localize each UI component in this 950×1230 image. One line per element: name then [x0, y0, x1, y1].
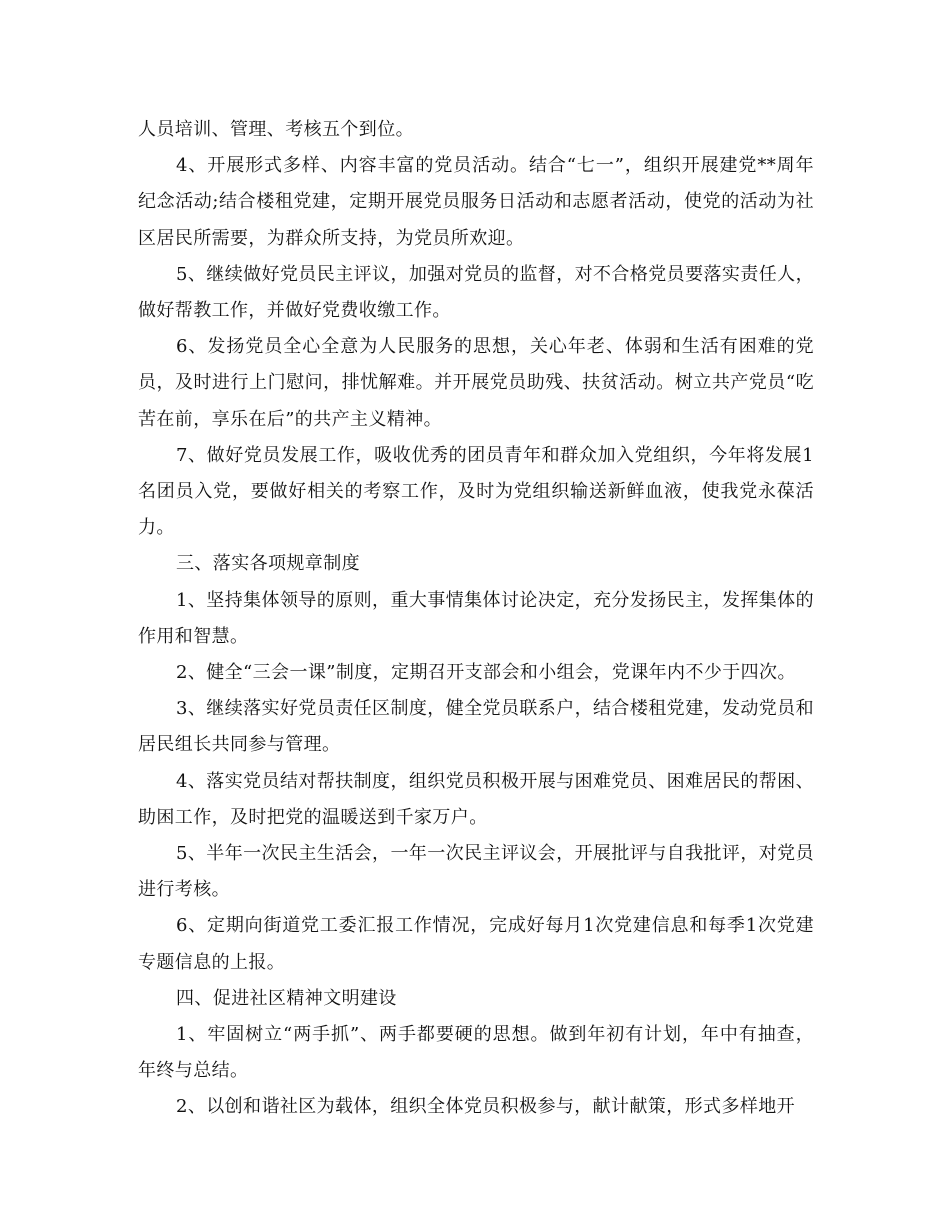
paragraph-rule-6: 6、定期向街道党工委汇报工作情况，完成好每月1次党建信息和每季1次党建专题信息的上报。: [138, 915, 814, 973]
paragraph-item-7-development: 7、做好党员发展工作，吸收优秀的团员青年和群众加入党组织，今年将发展1名团员入党，要做好相关的考察工作，及时为党组织输送新鲜血液，使我党永葆活力。: [138, 444, 814, 539]
paragraph-item-5-evaluation: 5、继续做好党员民主评议，加强对党员的监督，对不合格党员要落实责任人，做好帮教工作，并做好党费收缴工作。: [138, 263, 814, 322]
paragraph-rule-4: 4、落实党员结对帮扶制度，组织党员积极开展与困难党员、困难居民的帮困、助困工作，及时把党的温暖送到千家万户。: [138, 770, 814, 828]
section-heading-3: 三、落实各项规章制度: [176, 553, 360, 575]
paragraph-rule-1: 1、坚持集体领导的原则，重大事情集体讨论决定，充分发扬民主，发挥集体的作用和智慧。: [138, 589, 814, 647]
document-body: [138, 112, 814, 1126]
paragraph-item-4-activities: 4、开展形式多样、内容丰富的党员活动。结合“七一”，组织开展建党**周年纪念活动;结合楼租党建，定期开展党员服务日活动和志愿者活动，使党的活动为社区居民所需要，为群众所支持，为党员所欢迎。: [138, 155, 814, 249]
paragraph-continuation: 人员培训、管理、考核五个到位。: [138, 119, 414, 140]
paragraph-rule-3: 3、继续落实好党员责任区制度，健全党员联系户，结合楼租党建，发动党员和居民组长共同参与管理。: [138, 698, 814, 756]
paragraph-civility-2: 2、以创和谐社区为载体，组织全体党员积极参与，献计献策，形式多样地开: [176, 1096, 796, 1118]
section-heading-4: 四、促进社区精神文明建设: [176, 987, 397, 1009]
paragraph-item-6-service: 6、发扬党员全心全意为人民服务的思想，关心年老、体弱和生活有困难的党员，及时进行上门慰问，排忧解难。并开展党员助残、扶贫活动。树立共产党员“吃苦在前，享乐在后”的共产主义精神。: [138, 336, 814, 430]
paragraph-rule-5: 5、半年一次民主生活会，一年一次民主评议会，开展批评与自我批评，对党员进行考核。: [138, 843, 814, 901]
paragraph-civility-1: 1、牢固树立“两手抓”、两手都要硬的思想。做到年初有计划，年中有抽查，年终与总结。: [138, 1024, 814, 1082]
paragraph-rule-2: 2、健全“三会一课”制度，定期召开支部会和小组会，党课年内不少于四次。: [176, 662, 796, 684]
